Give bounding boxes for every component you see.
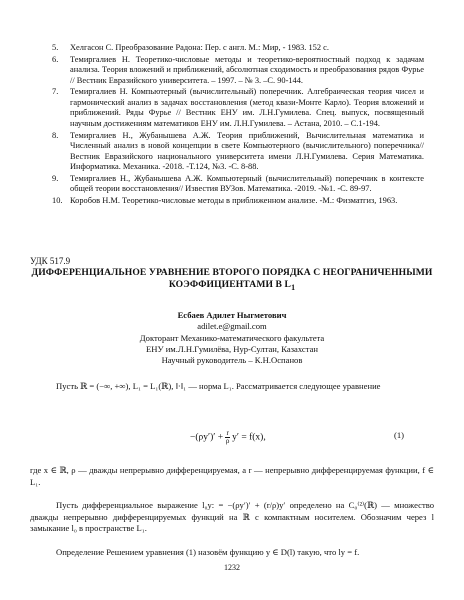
reference-text: Хелгасон С. Преобразование Радона: Пер. с англ. М.: Мир, - 1983. 152 с. [70,43,329,52]
reference-list [52,43,424,208]
fraction-numerator: r [226,429,229,437]
paragraph-intro: Пусть ℝ = (−∞, +∞), L₁ = L₁(ℝ), ‖·‖₁ — норма L₁. Рассматривается следующее уравнение [56,381,381,391]
paragraph-conditions: где x ∈ ℝ, ρ — дважды непрерывно дифференцируемая, а r — непрерывно дифференцируемая функции, f ∈ L₁. [30,465,434,487]
fraction-denominator: ρ [225,437,230,445]
title-subscript: 1 [291,282,296,292]
author-block [30,310,434,366]
reference-item [52,196,424,207]
equation-1 [30,426,434,446]
title-line-1: ДИФФЕРЕНЦИАЛЬНОЕ УРАВНЕНИЕ ВТОРОГО ПОРЯДКА С НЕОГРАНИЧЕННЫМИ [31,267,433,278]
reference-number: 10. [52,195,63,205]
equation-right: y′ = f(x), [232,432,266,443]
reference-text: Темиргалиев Н. Теоретико-числовые методы и теоретико-вероятностный подход к задачам анализа. Теория вложений и приближений, абсолютная сходимость и преобразования рядов Фурье // Вестник Евразийского университета. – 1997. – № 3. –С. 90-144. [70,54,424,85]
udk-code: УДК 517.9 [30,256,71,266]
paragraph-definition: Определение Решением уравнения (1) назовём функцию y ∈ D(l) такую, что ly = f. [56,547,360,557]
reference-text: Коробов Н.М. Теоретико-числовые методы в приближенном анализе. -М.: Физматгиз, 1963. [70,195,398,205]
author-email: adilet.e@gmail.com [197,321,267,332]
reference-text: Темиргалиев Н. Компьютерный (вычислительный) поперечник. Алгебраическая теория чисел и гармонический анализ в задачах восстановления (метод квази-Монте Карло). Теория вложений и приближений. Ряды Фурье // Вестник ЕНУ им. Л.Н.Гумилева. Спец. выпуск, посвященный научным достижениям математиков ЕНУ им. Л.Н.Гумилева. – Астана, 2010. – С.1-194. [70,87,424,128]
reference-item [52,87,424,129]
author-affiliation-1: Докторант Механико-математического факультета [139,332,325,343]
reference-item [52,131,424,173]
title-line-2 [30,279,434,294]
reference-number: 8. [52,130,59,140]
paragraph-operator: Пусть дифференциальное выражение l₀y: = −(ρy′)′ + (r/ρ)y′ определено на C₀⁽²⁾(ℝ) — множество дважды непрерывно дифференцируемых функций на ℝ с компактным носителем. Обозначим через l замыкание l₀ в пространстве L₁. [30,500,434,533]
article-title [30,267,434,294]
title-line-2-text: КОЭФФИЦИЕНТАМИ В L [168,279,292,290]
reference-number: 5. [52,43,59,52]
author-name: Есбаев Адилет Ныгметович [177,310,287,320]
equation-left: −(ρy′)′ + [190,432,224,443]
reference-text: Темиргалиев Н., Жубанышева А.Ж. Теория приближений, Вычислительная математика и Численный анализ в новой концепции в свете Компьютерного (вычислительного) поперечника// Вестник Евразийского национального университета имени Л.Н.Гумилева. Серия Математика. Информатика. Механика. -2018. -Т.124, №3. -С. 8-88. [70,130,424,172]
reference-item [52,174,424,195]
reference-number: 6. [52,54,59,64]
page-number: 1232 [224,563,240,572]
scientific-advisor: Научный руководитель – К.Н.Оспанов [161,355,303,366]
reference-item [52,55,424,87]
equation-fraction [225,430,229,445]
reference-item [52,43,424,54]
equation-formula [190,430,266,445]
equation-number: (1) [393,430,404,440]
reference-number: 7. [52,87,59,97]
reference-text: Темиргалиев Н., Жубанышева А.Ж. Компьютерный (вычислительный) поперечник в контексте общей теории восстановления// Известия ВУЗов. Математика. -2019. -№1. -С. 89-97. [70,173,424,194]
author-affiliation-2: ЕНУ им.Л.Н.Гумилёва, Нур-Султан, Казахстан [146,343,318,354]
reference-number: 9. [52,173,59,183]
